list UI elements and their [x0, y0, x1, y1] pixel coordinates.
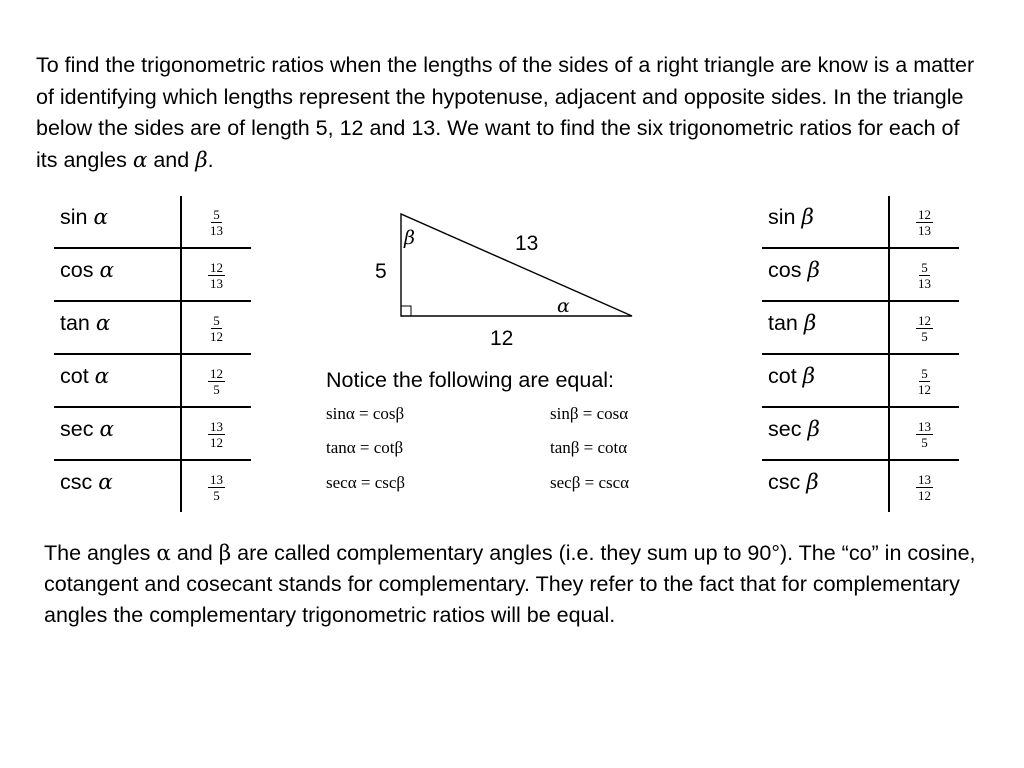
table-row: [762, 248, 959, 301]
alpha-symbol: α: [156, 541, 171, 566]
ratio-value: $\frac{13}{12}$: [889, 460, 959, 512]
ratio-value: $\frac{12}{5}$: [889, 301, 959, 354]
outro-text-3: are called complementary angles (i.e. they sum up to 90: [231, 541, 772, 565]
table-row: [54, 407, 251, 460]
ratio-name: sec α: [54, 407, 181, 460]
ratio-name: sin α: [54, 196, 181, 248]
ratio-name: sin β: [762, 196, 889, 248]
intro-paragraph: [36, 50, 986, 176]
outro-text-2: and: [170, 541, 219, 565]
ratio-name: cos α: [54, 248, 181, 301]
ratio-name: cot β: [762, 354, 889, 407]
right-triangle-diagram: [330, 196, 660, 356]
ratio-value: $\frac{5}{12}$: [181, 301, 251, 354]
beta-symbol: β: [195, 147, 208, 173]
table-row: [762, 196, 959, 248]
side-label-vertical: 5: [375, 260, 387, 283]
intro-text: To find the trigonometric ratios when the lengths of the sides of a right triangle are know is a matter of identifying which lengths represent the hypotenuse, adjacent and opposite sides. In the triangle below the sides are of length 5, 12 and 13. We want to find the six trigonometric ratios for each of its angles: [36, 53, 975, 172]
outro-paragraph: [44, 538, 994, 631]
equality-left-2: tanα = cotβ: [326, 438, 404, 457]
beta-symbol: β: [218, 541, 232, 566]
right-angle-marker: [401, 306, 411, 316]
outro-text-1: The angles: [44, 541, 157, 565]
beta-ratio-table: [762, 196, 959, 512]
alpha-symbol: α: [132, 147, 148, 173]
triangle-shape: [401, 214, 632, 316]
intro-end: .: [207, 147, 214, 172]
equality-right-3: secβ = cscα: [550, 473, 630, 492]
ratio-name: tan β: [762, 301, 889, 354]
ratio-name: sec β: [762, 407, 889, 460]
equality-left-3: secα = cscβ: [326, 473, 406, 492]
angle-alpha-label: α: [557, 295, 570, 317]
degree-symbol: °: [771, 541, 780, 565]
intro-and: and: [147, 147, 196, 172]
ratio-value: $\frac{5}{12}$: [889, 354, 959, 407]
notice-text: Notice the following are equal:: [326, 368, 615, 392]
ratio-value: $\frac{5}{13}$: [889, 248, 959, 301]
ratio-value: $\frac{12}{5}$: [181, 354, 251, 407]
outro-text-4: ). The “co” in cosine, cotangent and cosecant stands for complementary. They refer to the fact that for complementary angles the complementary trigonometric ratios will be equal.: [44, 541, 976, 627]
side-label-horizontal: 12: [490, 327, 514, 350]
table-row: [762, 407, 959, 460]
ratio-value: $\frac{5}{13}$: [181, 196, 251, 248]
alpha-ratio-table: [54, 196, 251, 512]
table-row: [54, 301, 251, 354]
equality-right-1: sinβ = cosα: [550, 404, 629, 423]
ratio-name: cos β: [762, 248, 889, 301]
angle-beta-label: β: [404, 227, 415, 249]
ratio-value: $\frac{13}{12}$: [181, 407, 251, 460]
ratio-name: tan α: [54, 301, 181, 354]
hypotenuse-label: 13: [515, 232, 539, 255]
table-row: [54, 354, 251, 407]
ratio-name: csc β: [768, 470, 819, 495]
ratio-value: $\frac{13}{5}$: [889, 407, 959, 460]
equality-right-2: tanβ = cotα: [550, 438, 628, 457]
table-row: [54, 460, 251, 512]
equality-left-1: sinα = cosβ: [326, 404, 405, 423]
table-row: [762, 301, 959, 354]
table-row: [762, 354, 959, 407]
table-row: [54, 248, 251, 301]
table-row: [762, 460, 959, 512]
ratio-name: csc α: [60, 470, 113, 495]
table-row: [54, 196, 251, 248]
ratio-value: $\frac{13}{5}$: [181, 460, 251, 512]
ratio-value: $\frac{12}{13}$: [889, 196, 959, 248]
ratio-value: $\frac{12}{13}$: [181, 248, 251, 301]
ratio-name: cot α: [54, 354, 181, 407]
